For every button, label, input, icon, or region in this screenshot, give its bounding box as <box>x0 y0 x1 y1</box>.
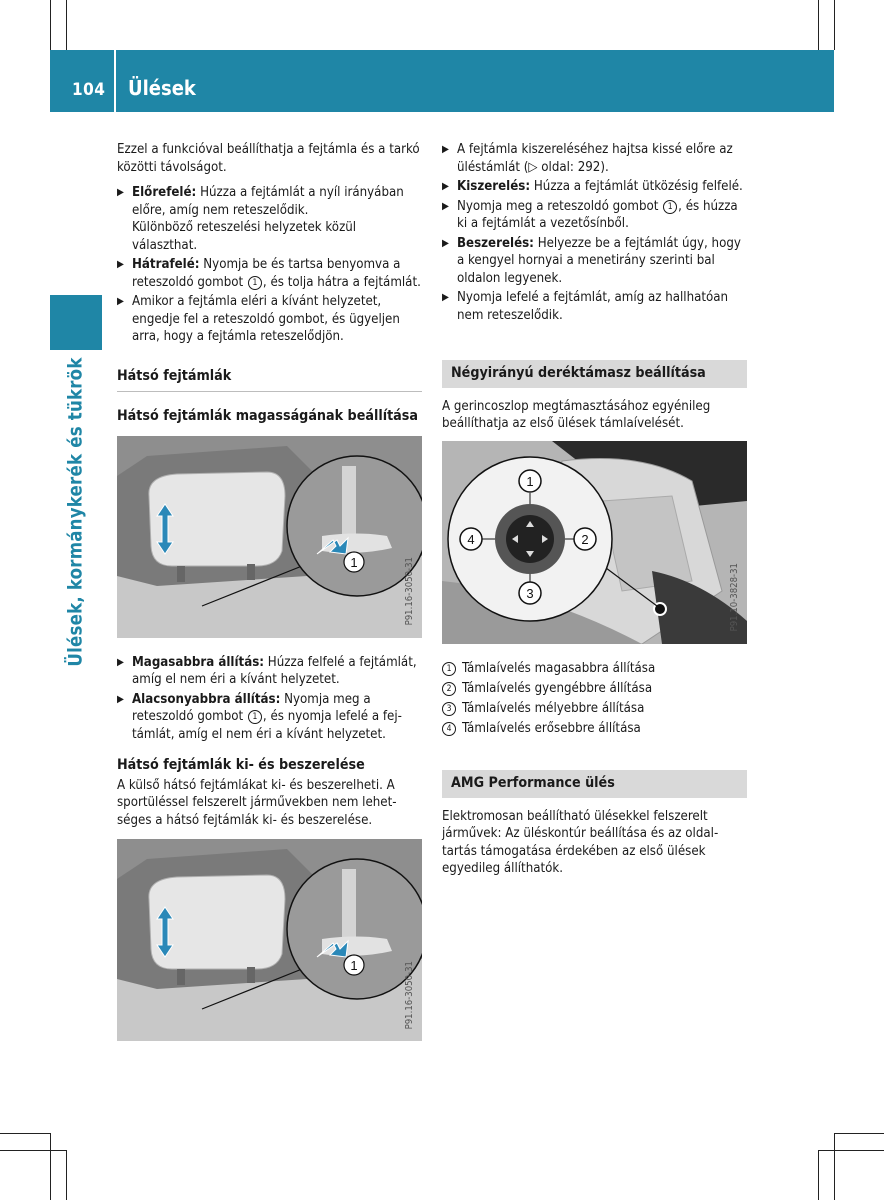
figure-code: P91.10-3828-31 <box>728 563 740 632</box>
subsection-title: Hátsó fejtámlák ki- és beszerelése <box>117 757 365 773</box>
callout-number: 1 <box>663 200 677 214</box>
legend-text: Támlaívelés mélyebbre állítása <box>462 700 645 716</box>
svg-text:1: 1 <box>350 958 358 973</box>
svg-text:4: 4 <box>467 531 475 547</box>
crop-mark <box>50 0 51 50</box>
svg-text:1: 1 <box>526 473 534 489</box>
callout-number: 1 <box>248 276 262 290</box>
legend-item <box>442 680 747 698</box>
callout-number: 1 <box>248 710 262 724</box>
bullet-label: Alacsonyabbra állítás: <box>132 691 281 707</box>
list-item <box>117 691 422 744</box>
bullet-label: Előrefelé: <box>132 185 197 200</box>
list-item <box>117 293 422 346</box>
subsection-title: Hátsó fejtámlák magasságának beállítása <box>117 408 418 424</box>
list-item <box>117 654 422 689</box>
crop-mark <box>0 1150 66 1151</box>
section-title: Hátsó fejtámlák <box>117 368 422 393</box>
bullet-text: Húzza felfelé a fejtámlát, amíg el nem éri a kívánt helyzetet. <box>132 654 417 687</box>
svg-text:3: 3 <box>526 585 534 601</box>
crop-mark <box>834 1133 884 1134</box>
svg-text:1: 1 <box>350 554 358 570</box>
legend-item <box>442 720 747 738</box>
list-item <box>442 141 747 176</box>
figure-code: P91.16-3050-31 <box>403 960 415 1029</box>
bullet-text: Nyomja meg a reteszoldó gombot <box>132 691 371 724</box>
bullet-label: Beszerelés: <box>457 235 534 251</box>
list-item <box>442 289 747 324</box>
bullet-label: Kiszerelés: <box>457 179 531 194</box>
legend-text: Támlaívelés magasabbra állítása <box>462 660 656 676</box>
paragraph: Elektromosan beállítható ülésekkel felszerelt járművek: Az üléskontúr beállítása és az oldaltartás támogatása érdekében az első ülések egyedileg állíthatók. <box>442 808 719 876</box>
legend-item <box>442 700 747 718</box>
legend-item <box>442 660 747 678</box>
side-tab <box>50 295 102 350</box>
page-title: Ülések <box>128 76 196 100</box>
section-heading: Négyirányú deréktámasz beállítása <box>442 360 747 388</box>
crop-mark <box>818 1150 819 1200</box>
list-item <box>117 184 422 254</box>
bullet-label: Hátrafelé: <box>132 257 200 272</box>
paragraph: A gerincoszlop megtámasztásához egyénileg beállíthatja az első ülések támlaívelését. <box>442 398 711 431</box>
bullet-text: Nyomja meg a reteszoldó gombot <box>457 198 663 214</box>
list-item <box>442 198 747 233</box>
callout-number: 3 <box>442 702 456 716</box>
figure-legend <box>442 660 747 738</box>
crop-mark <box>66 1150 67 1200</box>
list-item <box>117 256 422 291</box>
bullet-text: Húzza a fejtámlát a nyíl irányában előre, amíg nem reteszelődik. <box>132 185 404 218</box>
headrest-figure <box>117 436 422 638</box>
left-column <box>117 141 422 1057</box>
bullet-text: , és húzza ki a fejtámlát a vezetősínből. <box>457 198 738 231</box>
bullet-text: Helyezze be a fejtámlát úgy, hogy a kengyel hornyai a menetirány szerinti bal oldalon legyenek. <box>457 235 741 286</box>
bullet-text: Amikor a fejtámla eléri a kívánt helyzetet, engedje fel a reteszoldó gombot, és ügyeljen arra, hogy a fejtámla reteszelődjön. <box>132 294 400 344</box>
crop-mark <box>834 0 835 50</box>
section-heading: AMG Performance ülés <box>442 770 747 798</box>
paragraph: A külső hátsó fejtámlákat ki- és beszerelheti. A sportüléssel felszerelt járművekben nem lehetséges a hátsó fejtámlák ki- és beszerelése. <box>117 777 397 828</box>
header-divider <box>114 50 116 112</box>
list-item <box>442 235 747 288</box>
bullet-text: , és nyomja lefelé a fejtámlát, amíg el nem éri a kívánt helyzetet. <box>132 709 402 742</box>
callout-number: 2 <box>442 682 456 696</box>
crop-mark <box>66 0 67 50</box>
bullet-label: Magasabbra állítás: <box>132 654 265 670</box>
crop-mark <box>834 1133 835 1200</box>
legend-text: Támlaívelés gyengébbre állítása <box>462 680 653 696</box>
right-column <box>442 141 747 886</box>
side-chapter-label: Ülések, kormánykerék és tükrök <box>65 357 87 667</box>
crop-mark <box>818 0 819 50</box>
crop-mark <box>50 1133 51 1200</box>
bullet-text: Nyomja be és tartsa benyomva a reteszoldó gombot <box>132 257 401 290</box>
bullet-text: A fejtámla kiszereléséhez hajtsa kissé előre az üléstámlát (▷ oldal: 292). <box>457 142 733 175</box>
crop-mark <box>0 1133 50 1134</box>
headrest-figure <box>117 839 422 1041</box>
lumbar-support-figure <box>442 441 747 644</box>
page-number: 104 <box>72 80 106 100</box>
bullet-text: Nyomja lefelé a fejtámlát, amíg az hallhatóan nem reteszelődik. <box>457 290 729 323</box>
svg-text:2: 2 <box>581 531 589 547</box>
bullet-text: Húzza a fejtámlát ütközésig felfelé. <box>530 179 743 194</box>
callout-number: 1 <box>442 662 456 676</box>
bullet-text: Különböző reteszelési helyzetek közül választhat. <box>132 220 357 253</box>
list-item <box>442 178 747 196</box>
callout-number: 4 <box>442 722 456 736</box>
crop-mark <box>818 1150 884 1151</box>
legend-text: Támlaívelés erősebbre állítása <box>462 720 641 736</box>
figure-code: P91.16-3050-31 <box>403 557 415 626</box>
bullet-text: , és tolja hátra a fejtámlát. <box>262 274 421 290</box>
intro-paragraph: Ezzel a funkcióval beállíthatja a fejtámla és a tarkó közötti távolságot. <box>117 142 420 175</box>
